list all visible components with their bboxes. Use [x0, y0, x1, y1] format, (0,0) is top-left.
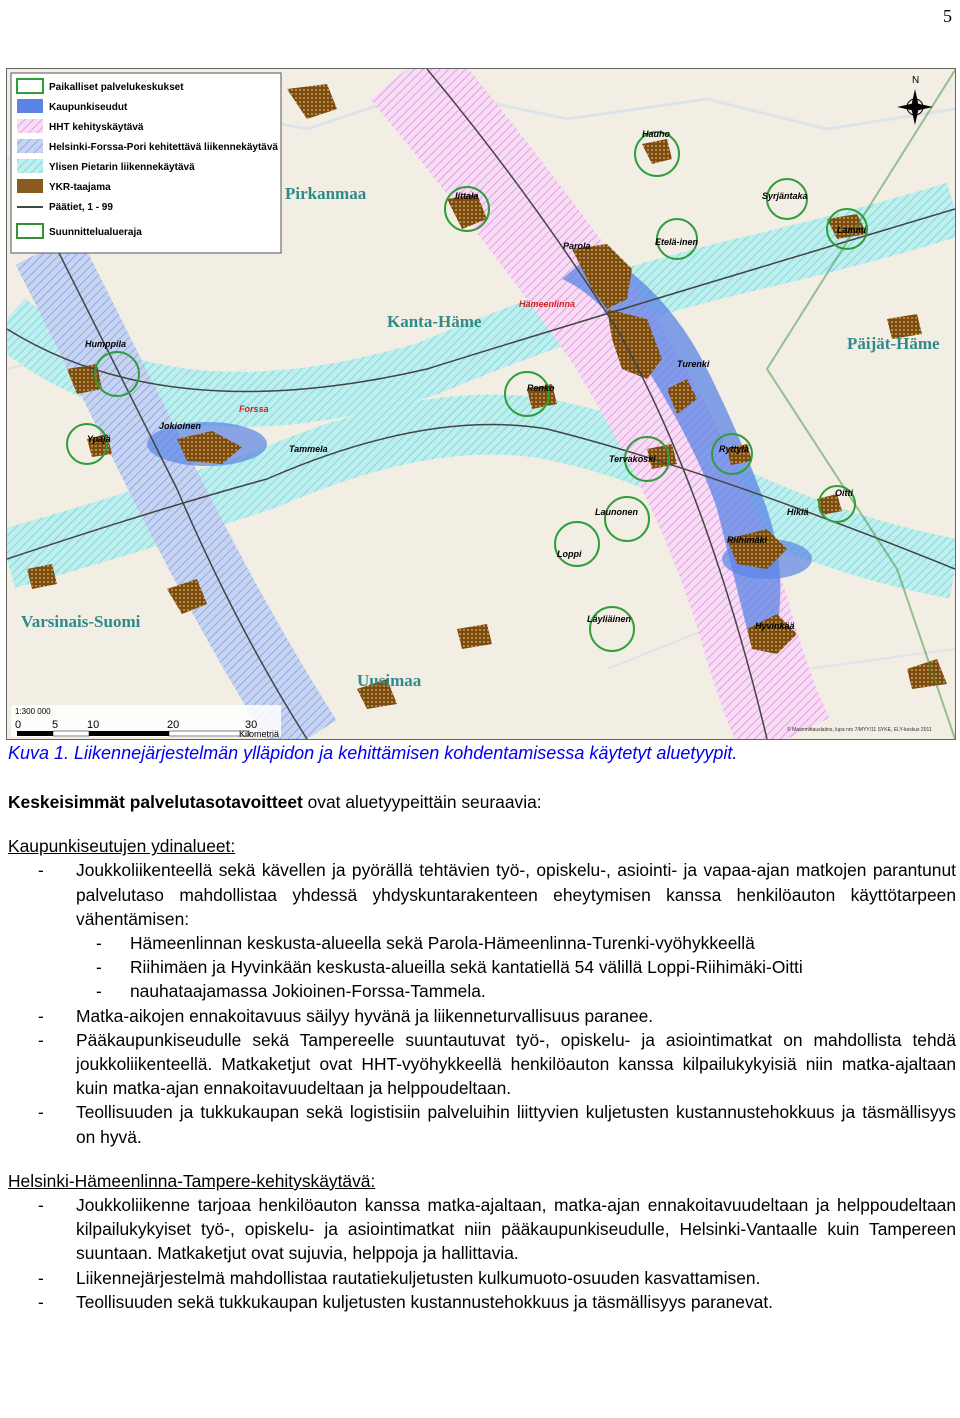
place-oitti: Oitti: [835, 488, 853, 498]
list-item-text: Joukkoliikenteellä sekä kävellen ja pyörällä tehtävien työ-, opiskelu-, asiointi- ja vapaa-ajan matkojen parantunut palvelutaso mahdollistaa yhdessä yhdyskuntarakenteen eheytymisen kanssa henkilöauton käyttötarpeen vähentämisen:: [76, 860, 956, 929]
scale-ratio: 1:300 000: [15, 707, 51, 716]
legend-label-2: HHT kehityskäytävä: [49, 122, 144, 133]
list-item-text: Pääkaupunkiseudulle sekä Tampereelle suuntautuvat työ-, opiskelu- ja asiointimatkat on mahdollista tehdä joukkoliikenteellä. Matkaketjut ovat HHT-vyöhykkeellä henkilöauton kanssa kilpailukykyisiä niin matka-ajaltaan kuin matka-ajan ennakoitavuudeltaan ja helppoudeltaan.: [76, 1029, 956, 1099]
intro-paragraph: [8, 790, 956, 814]
section1-heading: Kaupunkiseutujen ydinalueet:: [8, 836, 236, 857]
place-etelainen: Etelä-inen: [655, 237, 699, 247]
place-parola: Parola: [563, 241, 591, 251]
list-item-text: Matka-aikojen ennakoitavuus säilyy hyvänä ja liikenneturvallisuus paranee.: [76, 1005, 654, 1026]
list-item: - Matka-aikojen ennakoitavuus säilyy hyvänä ja liikenneturvallisuus paranee.: [8, 1004, 956, 1028]
legend-label-6: Päätiet, 1 - 99: [49, 202, 113, 213]
region-label-uusimaa: Uusimaa: [357, 671, 422, 690]
place-lammi: Lammi: [837, 225, 867, 235]
legend-label-4: Ylisen Pietarin liikennekäytävä: [49, 162, 195, 173]
place-jokioinen: Jokioinen: [159, 421, 202, 431]
place-syrjantaka: Syrjäntaka: [762, 191, 808, 201]
list-item: - Pääkaupunkiseudulle sekä Tampereelle suuntautuvat työ-, opiskelu- ja asiointimatkat on mahdollista tehdä joukkoliikenteellä. Matkaketjut ovat HHT-vyöhykkeellä henkilöauton kanssa kilpailukykyisiä niin matka-ajaltaan kuin matka-ajan ennakoitavuudeltaan ja helppoudeltaan.: [8, 1028, 956, 1101]
place-hikia: Hikiä: [787, 507, 809, 517]
scale-tick-10: 10: [87, 719, 100, 731]
legend-label-0: Paikalliset palvelukeskukset: [49, 82, 184, 93]
figure-caption: Kuva 1. Liikennejärjestelmän ylläpidon ja kehittämisen kohdentamisessa käytetyt aluetyypit.: [8, 743, 738, 763]
list-item: - Joukkoliikenteellä sekä kävellen ja pyörällä tehtävien työ-, opiskelu-, asiointi- ja vapaa-ajan matkojen parantunut palvelutaso mahdollistaa yhdessä yhdyskuntarakenteen eheytymisen kanssa henkilöauton käyttötarpeen vähentämisen:: [8, 858, 956, 931]
region-label-varsinais-suomi: Varsinais-Suomi: [21, 612, 141, 631]
place-riihimaki: Riihimäki: [727, 535, 768, 545]
legend-label-5: YKR-taajama: [49, 182, 111, 193]
map-copyright: © Maanmittauslaitos, lupa nro 7/MYY/11 SYKE, ELY-keskus 2011: [787, 727, 932, 733]
legend-label-3: Helsinki-Forssa-Pori kehitettävä liikennekäytävä: [49, 142, 278, 153]
sub-list-item-text: nauhataajamassa Jokioinen-Forssa-Tammela.: [130, 981, 486, 1002]
body-text: [8, 790, 956, 1314]
scale-tick-0: 0: [15, 719, 22, 731]
map: [6, 68, 956, 740]
list-item: - Joukkoliikenne tarjoaa henkilöauton kanssa matka-ajaltaan, matka-ajan ennakoitavuudeltaan ja helppoudeltaan kilpailukykyiset työ-, opiskelu- ja asiointimatkat niin pääkaupunkiseudulle, Helsinki-Vantaalle kuin Tampereen suuntaan. Matkaketjut ovat sujuvia, helppoja ja hallittavia.: [8, 1193, 956, 1266]
place-launonen: Launonen: [595, 507, 638, 517]
list-item: - Teollisuuden sekä tukkukaupan kuljetusten kustannustehokkuus ja täsmällisyys paranevat.: [8, 1290, 956, 1314]
scale-bar: [11, 705, 281, 739]
sub-list-item: - Hämeenlinnan keskusta-alueella sekä Parola-Hämeenlinna-Turenki-vyöhykkeellä: [76, 931, 956, 955]
place-tammela: Tammela: [289, 444, 328, 454]
place-ryttyla: Ryttylä: [719, 444, 750, 454]
map-canvas: [7, 69, 955, 739]
region-label-kanta-hame: Kanta-Häme: [387, 312, 482, 331]
sub-list-item-text: Riihimäen ja Hyvinkään keskusta-alueilla sekä kantatiellä 54 välillä Loppi-Riihimäki-Oitti: [130, 957, 803, 978]
section2-heading: Helsinki-Hämeenlinna-Tampere-kehityskäytävä:: [8, 1170, 376, 1191]
place-tervakoski: Tervakoski: [609, 454, 656, 464]
scale-unit: Kilometriä: [239, 729, 280, 739]
list-item-text: Teollisuuden ja tukkukaupan sekä logistisiin palveluihin liittyvien kuljetusten kustannustehokkuus ja täsmällisyys on hyvä.: [76, 1102, 956, 1147]
scale-tick-30: 30: [245, 719, 258, 731]
list-item-text: Liikennejärjestelmä mahdollistaa rautatiekuljetusten kulkumuoto-osuuden kasvattamisen.: [76, 1267, 761, 1288]
list-item-text: Teollisuuden sekä tukkukaupan kuljetusten kustannustehokkuus ja täsmällisyys paranevat.: [76, 1291, 774, 1312]
page-number: 5: [943, 6, 952, 26]
sub-list-item: - nauhataajamassa Jokioinen-Forssa-Tammela.: [76, 979, 956, 1003]
sub-list-item-text: Hämeenlinnan keskusta-alueella sekä Parola-Hämeenlinna-Turenki-vyöhykkeellä: [130, 933, 755, 954]
list-item: - Liikennejärjestelmä mahdollistaa rautatiekuljetusten kulkumuoto-osuuden kasvattamisen.: [8, 1266, 956, 1290]
place-iittala: Iittala: [455, 191, 479, 201]
place-hauho: Hauho: [642, 129, 670, 139]
list-item-text: Joukkoliikenne tarjoaa henkilöauton kanssa matka-ajaltaan, matka-ajan ennakoitavuudeltaan ja helppoudeltaan kilpailukykyiset työ-, opiskelu- ja asiointimatkat niin pääkaupunkiseudulle, Helsinki-Vantaalle kuin Tampereen suuntaan. Matkaketjut ovat sujuvia, helppoja ja hallittavia.: [76, 1195, 956, 1264]
scale-tick-5: 5: [52, 719, 59, 731]
north-label: N: [912, 75, 920, 86]
place-hameenlinna: Hämeenlinna: [519, 299, 576, 309]
region-label-paijat-hame: Päijät-Häme: [847, 334, 940, 353]
place-loppi: Loppi: [557, 549, 582, 559]
map-legend: [11, 73, 281, 253]
legend-label-7: Suunnittelualueraja: [49, 227, 142, 238]
list-item: - Teollisuuden ja tukkukaupan sekä logistisiin palveluihin liittyvien kuljetusten kustannustehokkuus ja täsmällisyys on hyvä.: [8, 1100, 956, 1148]
place-ypaja: Ypäjä: [87, 434, 111, 444]
place-renko: Renko: [527, 383, 555, 393]
region-label-pirkanmaa: Pirkanmaa: [285, 184, 367, 203]
intro-rest: ovat aluetyypeittäin seuraavia:: [302, 792, 542, 812]
place-turenki: Turenki: [677, 359, 710, 369]
place-forssa: Forssa: [239, 404, 269, 414]
place-hyvinkaa: Hyvinkää: [755, 621, 795, 631]
intro-bold: Keskeisimmät palvelutasotavoitteet: [8, 792, 303, 812]
legend-label-1: Kaupunkiseudut: [49, 102, 128, 113]
sub-list-item: - Riihimäen ja Hyvinkään keskusta-alueilla sekä kantatiellä 54 välillä Loppi-Riihimäki-Oitti: [76, 955, 956, 979]
place-layliainen: Läyliäinen: [587, 614, 632, 624]
place-humppila: Humppila: [85, 339, 127, 349]
scale-tick-20: 20: [167, 719, 180, 731]
